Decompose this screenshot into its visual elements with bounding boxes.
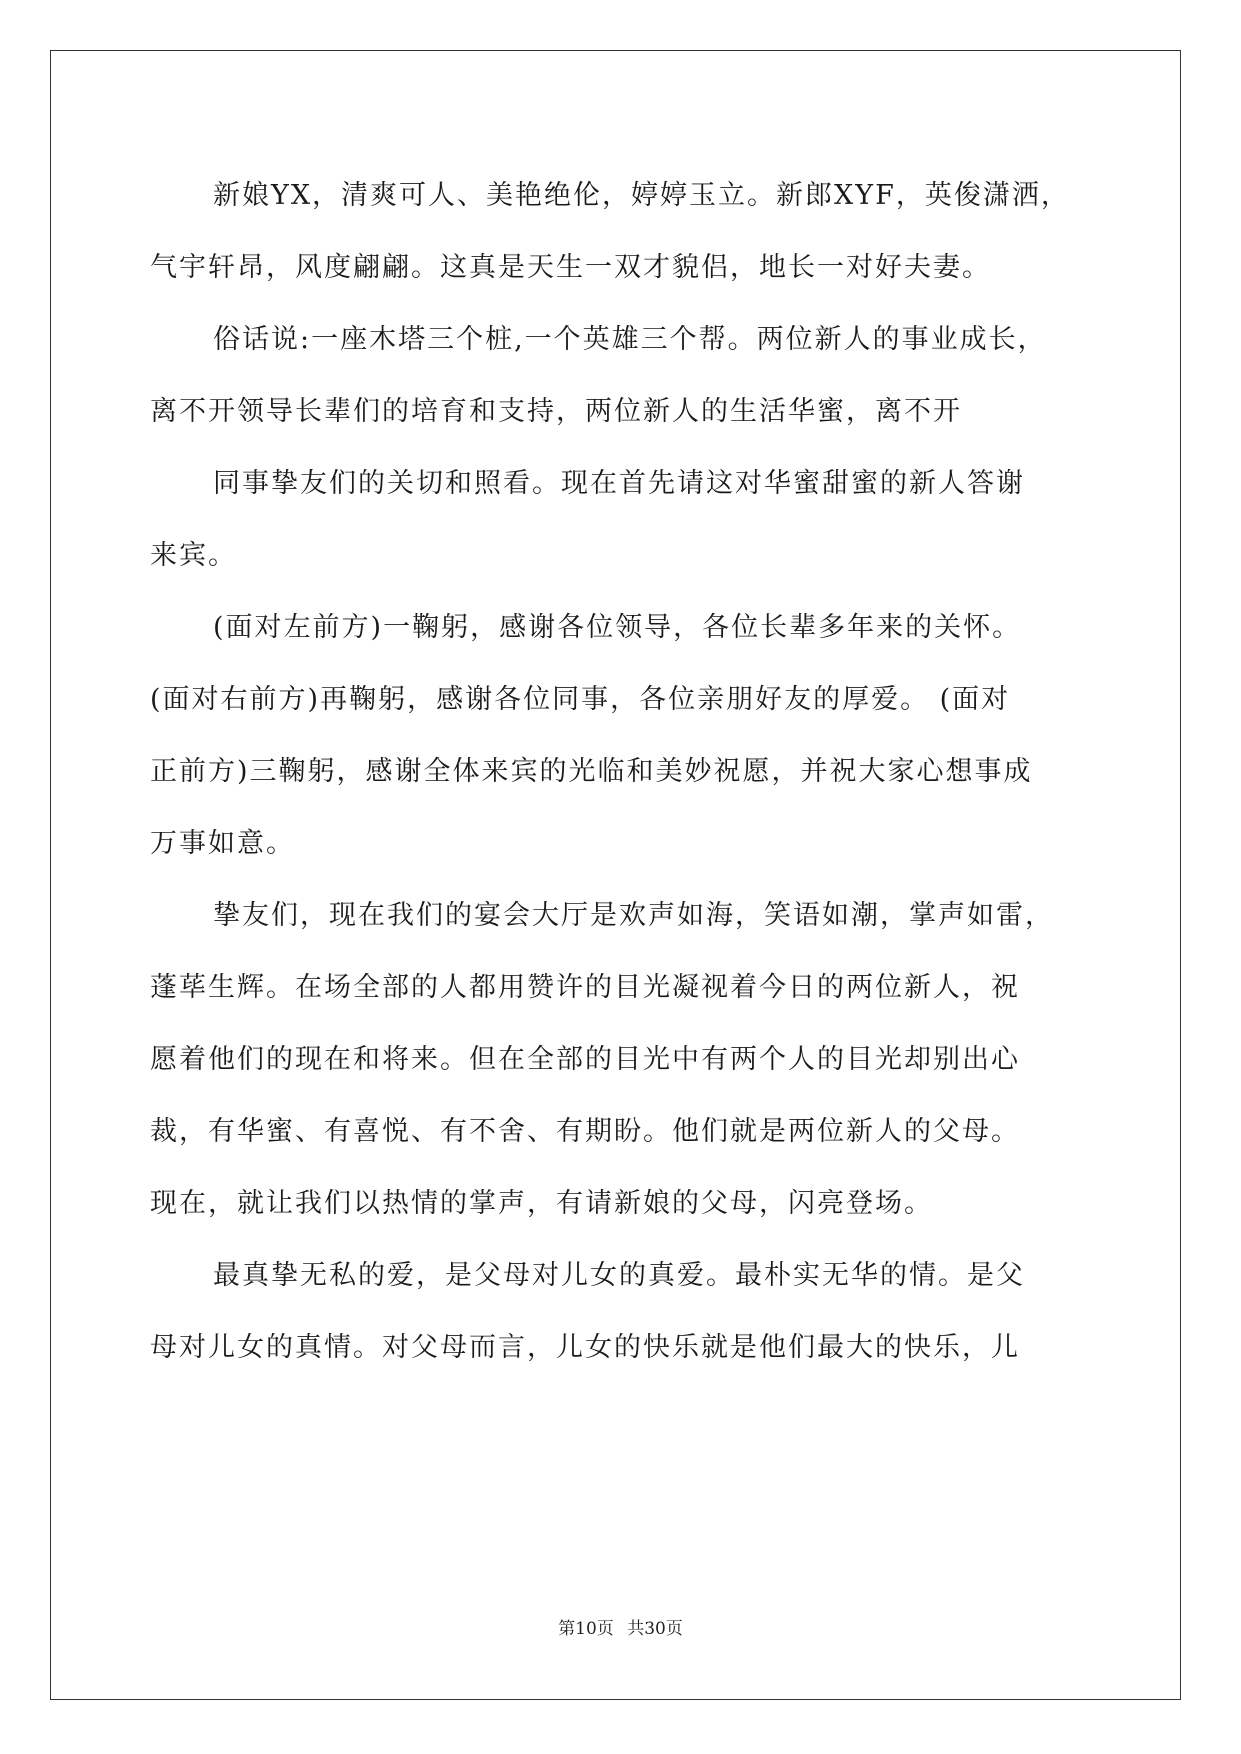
text-line: 万事如意。 [150, 828, 295, 859]
text-line: 挚友们，现在我们的宴会大厅是欢声如海，笑语如潮，掌声如雷， [213, 900, 1054, 931]
text-line: (面对右前方)再鞠躬，感谢各位同事，各位亲朋好友的厚爱。 (面对 [150, 684, 1011, 715]
text-line: 来宾。 [150, 540, 237, 571]
text-line: 母对儿女的真情。对父母而言，儿女的快乐就是他们最大的快乐，儿 [150, 1332, 1020, 1363]
text-line: 俗话说:一座木塔三个桩,一个英雄三个帮。两位新人的事业成长， [213, 324, 1047, 355]
text-line: 正前方)三鞠躬，感谢全体来宾的光临和美妙祝愿，并祝大家心想事成 [150, 756, 1033, 787]
text-line: 裁，有华蜜、有喜悦、有不舍、有期盼。他们就是两位新人的父母。 [150, 1116, 1020, 1147]
text-line: 离不开领导长辈们的培育和支持，两位新人的生活华蜜，离不开 [150, 396, 962, 427]
text-line: 最真挚无私的爱，是父母对儿女的真爱。最朴实无华的情。是父 [213, 1260, 1025, 1291]
page-total: 共30页 [627, 1619, 683, 1639]
text-line: 气宇轩昂，风度翩翩。这真是天生一双才貌侣，地长一对好夫妻。 [150, 252, 991, 283]
text-line: (面对左前方)一鞠躬，感谢各位领导，各位长辈多年来的关怀。 [213, 612, 1022, 643]
document-body [150, 160, 1090, 1384]
text-line: 蓬荜生辉。在场全部的人都用赞许的目光凝视着今日的两位新人，祝 [150, 972, 1020, 1003]
text-line: 同事挚友们的关切和照看。现在首先请这对华蜜甜蜜的新人答谢 [213, 468, 1025, 499]
text-line: 新娘YX，清爽可人、美艳绝伦，婷婷玉立。新郎XYF，英俊潇洒， [213, 180, 1070, 211]
text-line: 现在，就让我们以热情的掌声，有请新娘的父母，闪亮登场。 [150, 1188, 933, 1219]
page-number: 第10页 [558, 1619, 614, 1639]
page-footer [0, 1614, 1241, 1639]
text-line: 愿着他们的现在和将来。但在全部的目光中有两个人的目光却别出心 [150, 1044, 1020, 1075]
